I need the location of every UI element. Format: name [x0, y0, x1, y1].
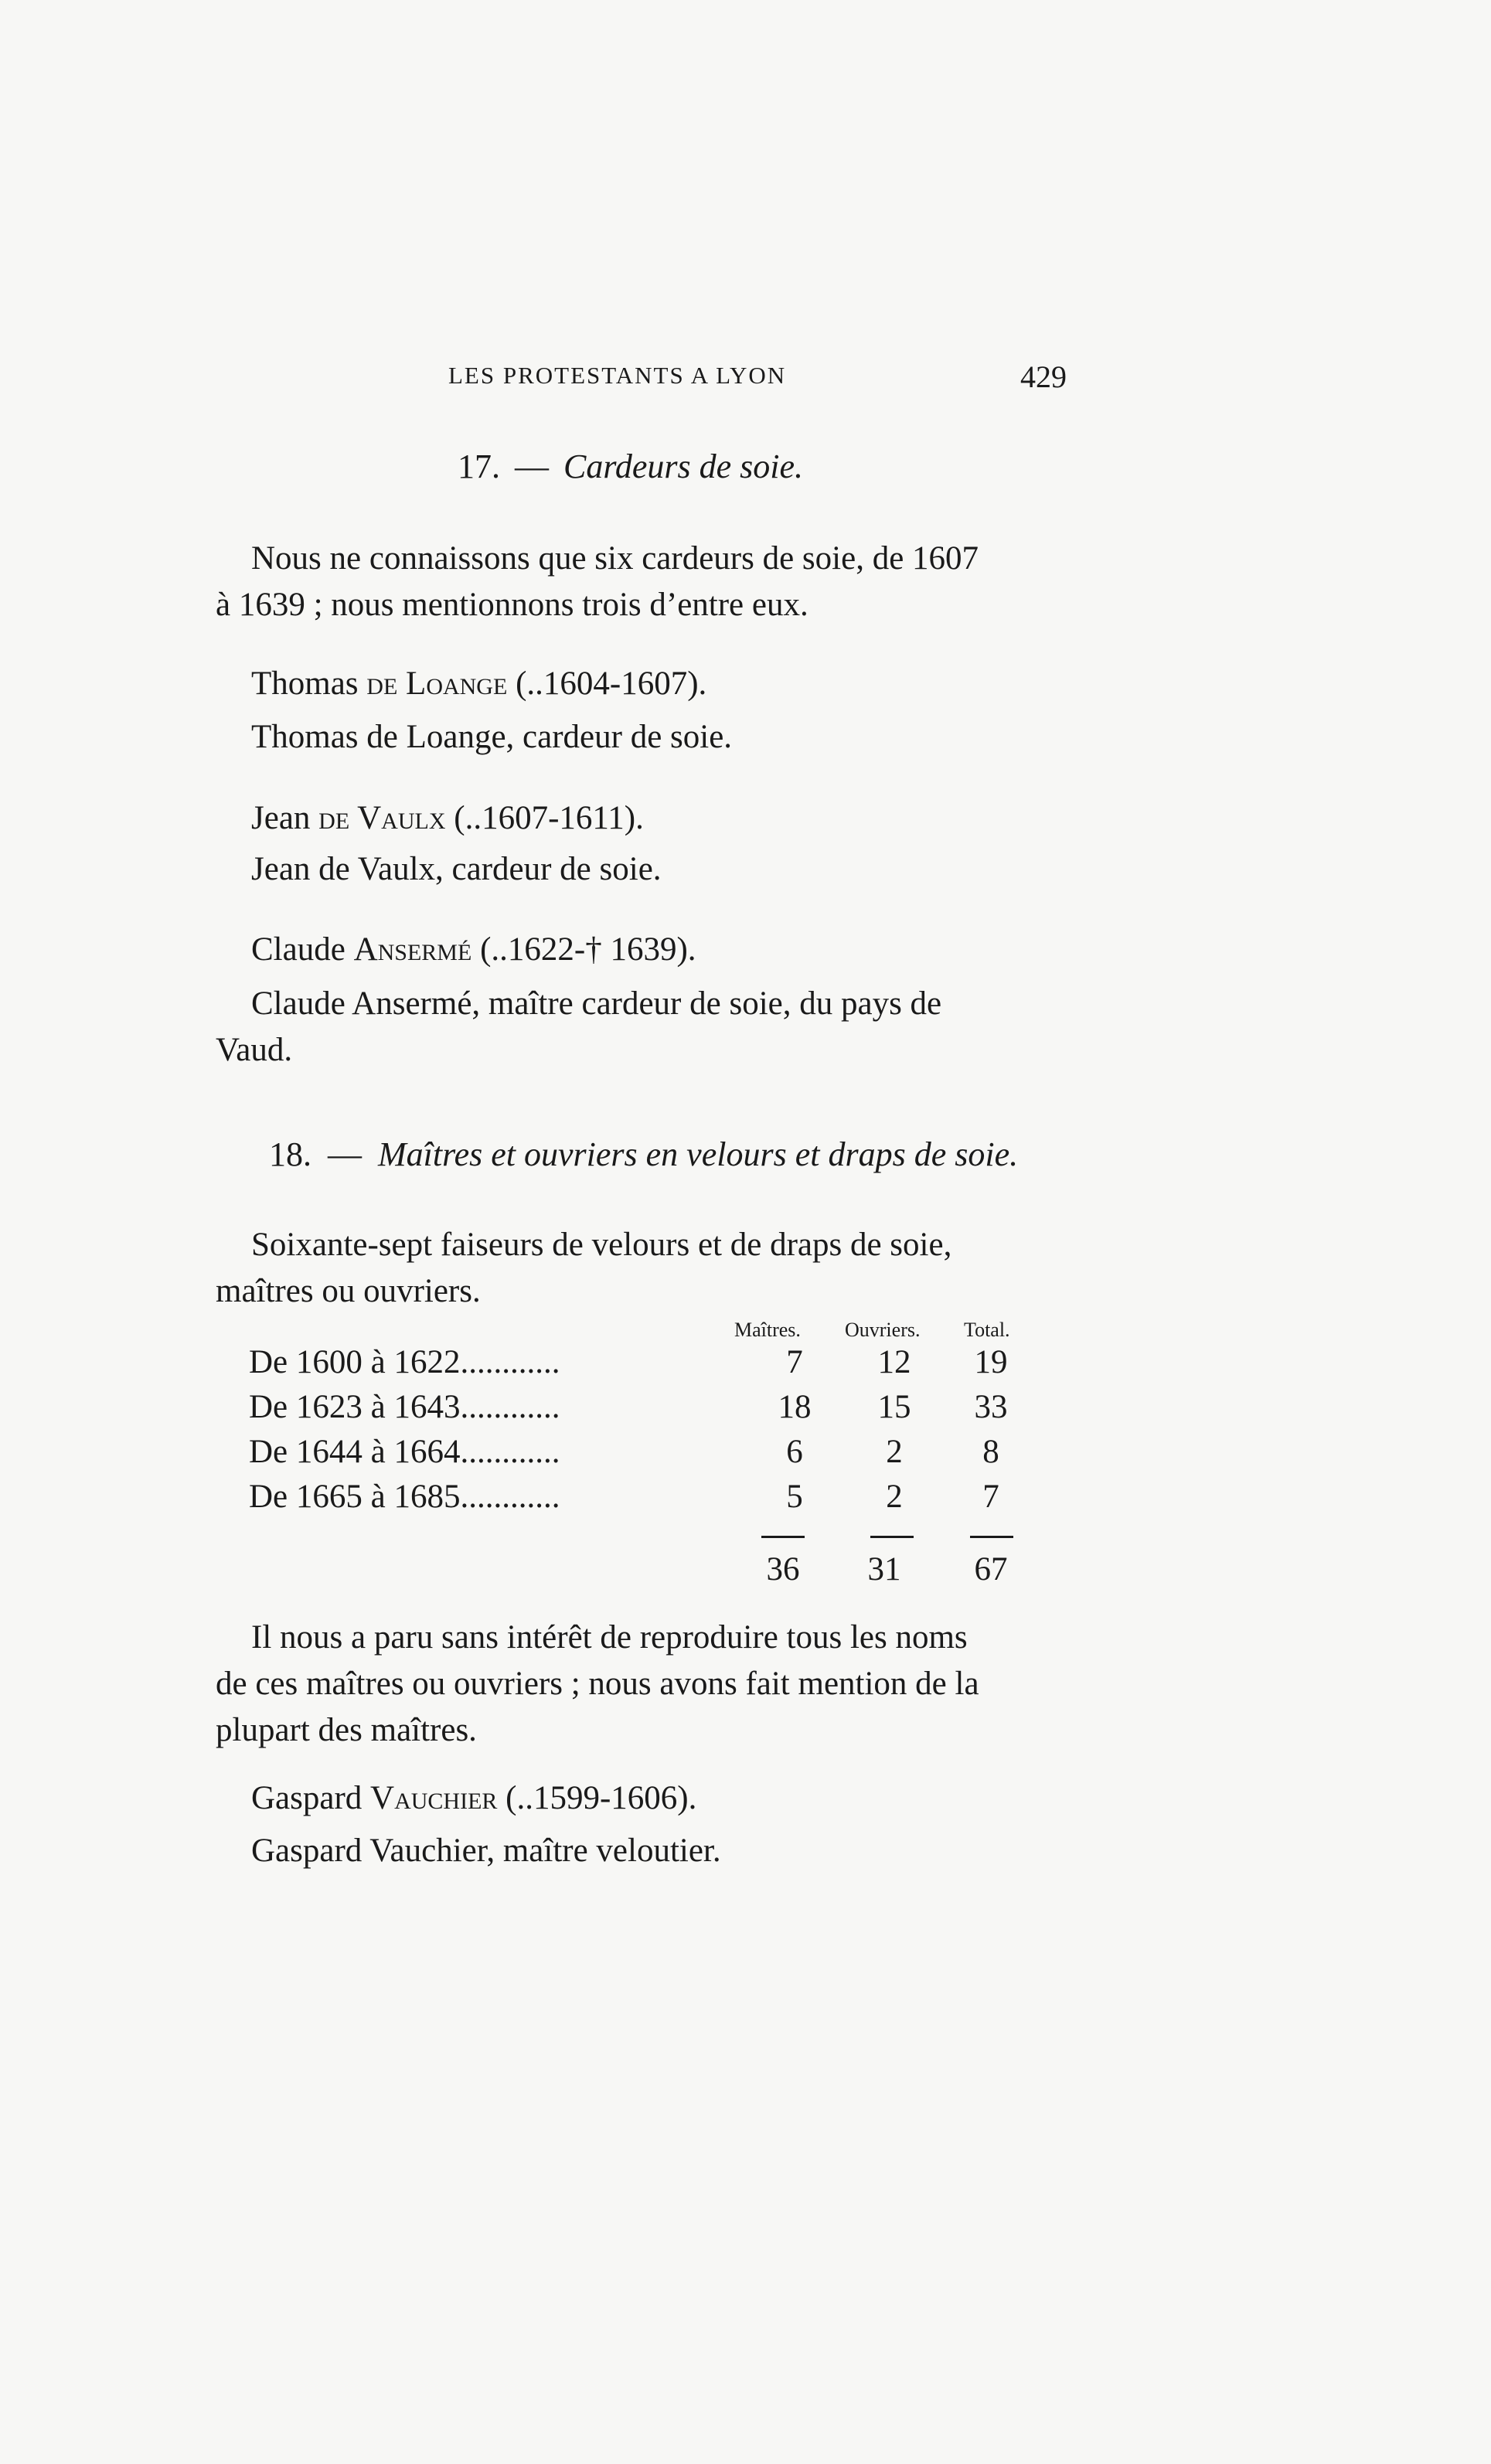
- entry-first-name: Thomas: [251, 665, 367, 702]
- entry-description: Gaspard Vauchier, maître veloutier.: [251, 1833, 721, 1869]
- section-17-heading: [458, 447, 803, 486]
- table-header-maitres: Maîtres.: [734, 1319, 801, 1341]
- row-period: De 1600 à 1622: [249, 1344, 461, 1380]
- table-cell-ouvriers: 2: [886, 1434, 903, 1470]
- section-17-number: 17.: [458, 448, 500, 485]
- table-header-total: Total.: [964, 1319, 1010, 1341]
- table-row-label: [249, 1433, 560, 1471]
- table-cell-total: 33: [974, 1389, 1008, 1425]
- table-cell-ouvriers: 15: [877, 1389, 911, 1425]
- row-period: De 1644 à 1664: [249, 1434, 461, 1470]
- table-total-maitres: 36: [766, 1551, 800, 1588]
- table-total-total: 67: [974, 1551, 1008, 1588]
- entry-heading: [251, 795, 644, 842]
- row-period: De 1623 à 1643: [249, 1389, 461, 1425]
- entry-first-name: Gaspard: [251, 1780, 371, 1816]
- entry-heading: [251, 926, 696, 974]
- sum-rule-maitres: [761, 1536, 805, 1538]
- row-leader: ............: [460, 1479, 560, 1515]
- section-18-intro-line-1: Soixante-sept faiseurs de velours et de draps de soie,: [251, 1227, 952, 1263]
- section-18-outro-line-3: plupart des maîtres.: [216, 1712, 477, 1748]
- entry-heading: [251, 1775, 696, 1822]
- entry-dates: (..1604-1607).: [507, 665, 707, 702]
- section-17-dash: —: [515, 448, 549, 485]
- row-leader: ............: [460, 1389, 560, 1425]
- table-cell-maitres: 5: [786, 1479, 803, 1515]
- sum-rule-total: [970, 1536, 1013, 1538]
- section-18-title: Maîtres et ouvriers en velours et draps de soie.: [378, 1135, 1019, 1173]
- section-18-outro-line-2: de ces maîtres ou ouvriers ; nous avons fait mention de la: [216, 1666, 979, 1702]
- entry-description: Claude Ansermé, maître cardeur de soie, du pays de: [251, 985, 942, 1022]
- section-18-intro-line-2: maîtres ou ouvriers.: [216, 1273, 481, 1309]
- table-cell-maitres: 18: [778, 1389, 812, 1425]
- section-17-intro-line-2: à 1639 ; nous mentionnons trois d’entre eux.: [216, 587, 808, 623]
- entry-first-name: Jean: [251, 800, 319, 836]
- entry-surname: Loange: [406, 665, 508, 702]
- table-cell-ouvriers: 12: [877, 1344, 911, 1380]
- sum-rule-ouvriers: [870, 1536, 914, 1538]
- entry-surname-particle: de: [366, 665, 407, 702]
- table-header-ouvriers: Ouvriers.: [845, 1319, 921, 1341]
- table-row-label: [249, 1478, 560, 1516]
- section-17-title: Cardeurs de soie.: [563, 448, 804, 485]
- table-cell-total: 19: [974, 1344, 1008, 1380]
- running-head: LES PROTESTANTS A LYON: [448, 362, 787, 389]
- table-row-label: [249, 1343, 560, 1381]
- entry-description-continued: Vaud.: [216, 1032, 293, 1068]
- entry-surname-particle: de: [318, 800, 358, 836]
- entry-dates: (..1599-1606).: [497, 1780, 697, 1816]
- entry-surname: Vaulx: [357, 800, 446, 836]
- section-18-outro-line-1: Il nous a paru sans intérêt de reproduire tous les noms: [251, 1619, 968, 1656]
- section-17-intro-line-1: Nous ne connaissons que six cardeurs de soie, de 1607: [251, 540, 979, 577]
- page-number: 429: [1020, 359, 1067, 394]
- table-cell-maitres: 6: [786, 1434, 803, 1470]
- entry-description: Jean de Vaulx, cardeur de soie.: [251, 851, 662, 887]
- table-total-ouvriers: 31: [867, 1551, 901, 1588]
- table-cell-total: 7: [982, 1479, 999, 1515]
- entry-first-name: Claude: [251, 931, 354, 968]
- table-row-label: [249, 1388, 560, 1426]
- section-18-number: 18.: [269, 1135, 311, 1173]
- row-period: De 1665 à 1685: [249, 1479, 461, 1515]
- entry-dates: (..1622-† 1639).: [471, 931, 696, 968]
- section-18-dash: —: [328, 1135, 362, 1173]
- table-cell-maitres: 7: [786, 1344, 803, 1380]
- row-leader: ............: [460, 1434, 560, 1470]
- entry-surname: Vauchier: [370, 1780, 498, 1816]
- page-header: [448, 359, 1128, 408]
- table-cell-ouvriers: 2: [886, 1479, 903, 1515]
- entry-heading: [251, 660, 706, 708]
- entry-surname: Ansermé: [353, 931, 472, 968]
- table-cell-total: 8: [982, 1434, 999, 1470]
- entry-description: Thomas de Loange, cardeur de soie.: [251, 719, 733, 755]
- entry-dates: (..1607-1611).: [445, 800, 644, 836]
- section-18-heading: [269, 1135, 1018, 1174]
- row-leader: ............: [460, 1344, 560, 1380]
